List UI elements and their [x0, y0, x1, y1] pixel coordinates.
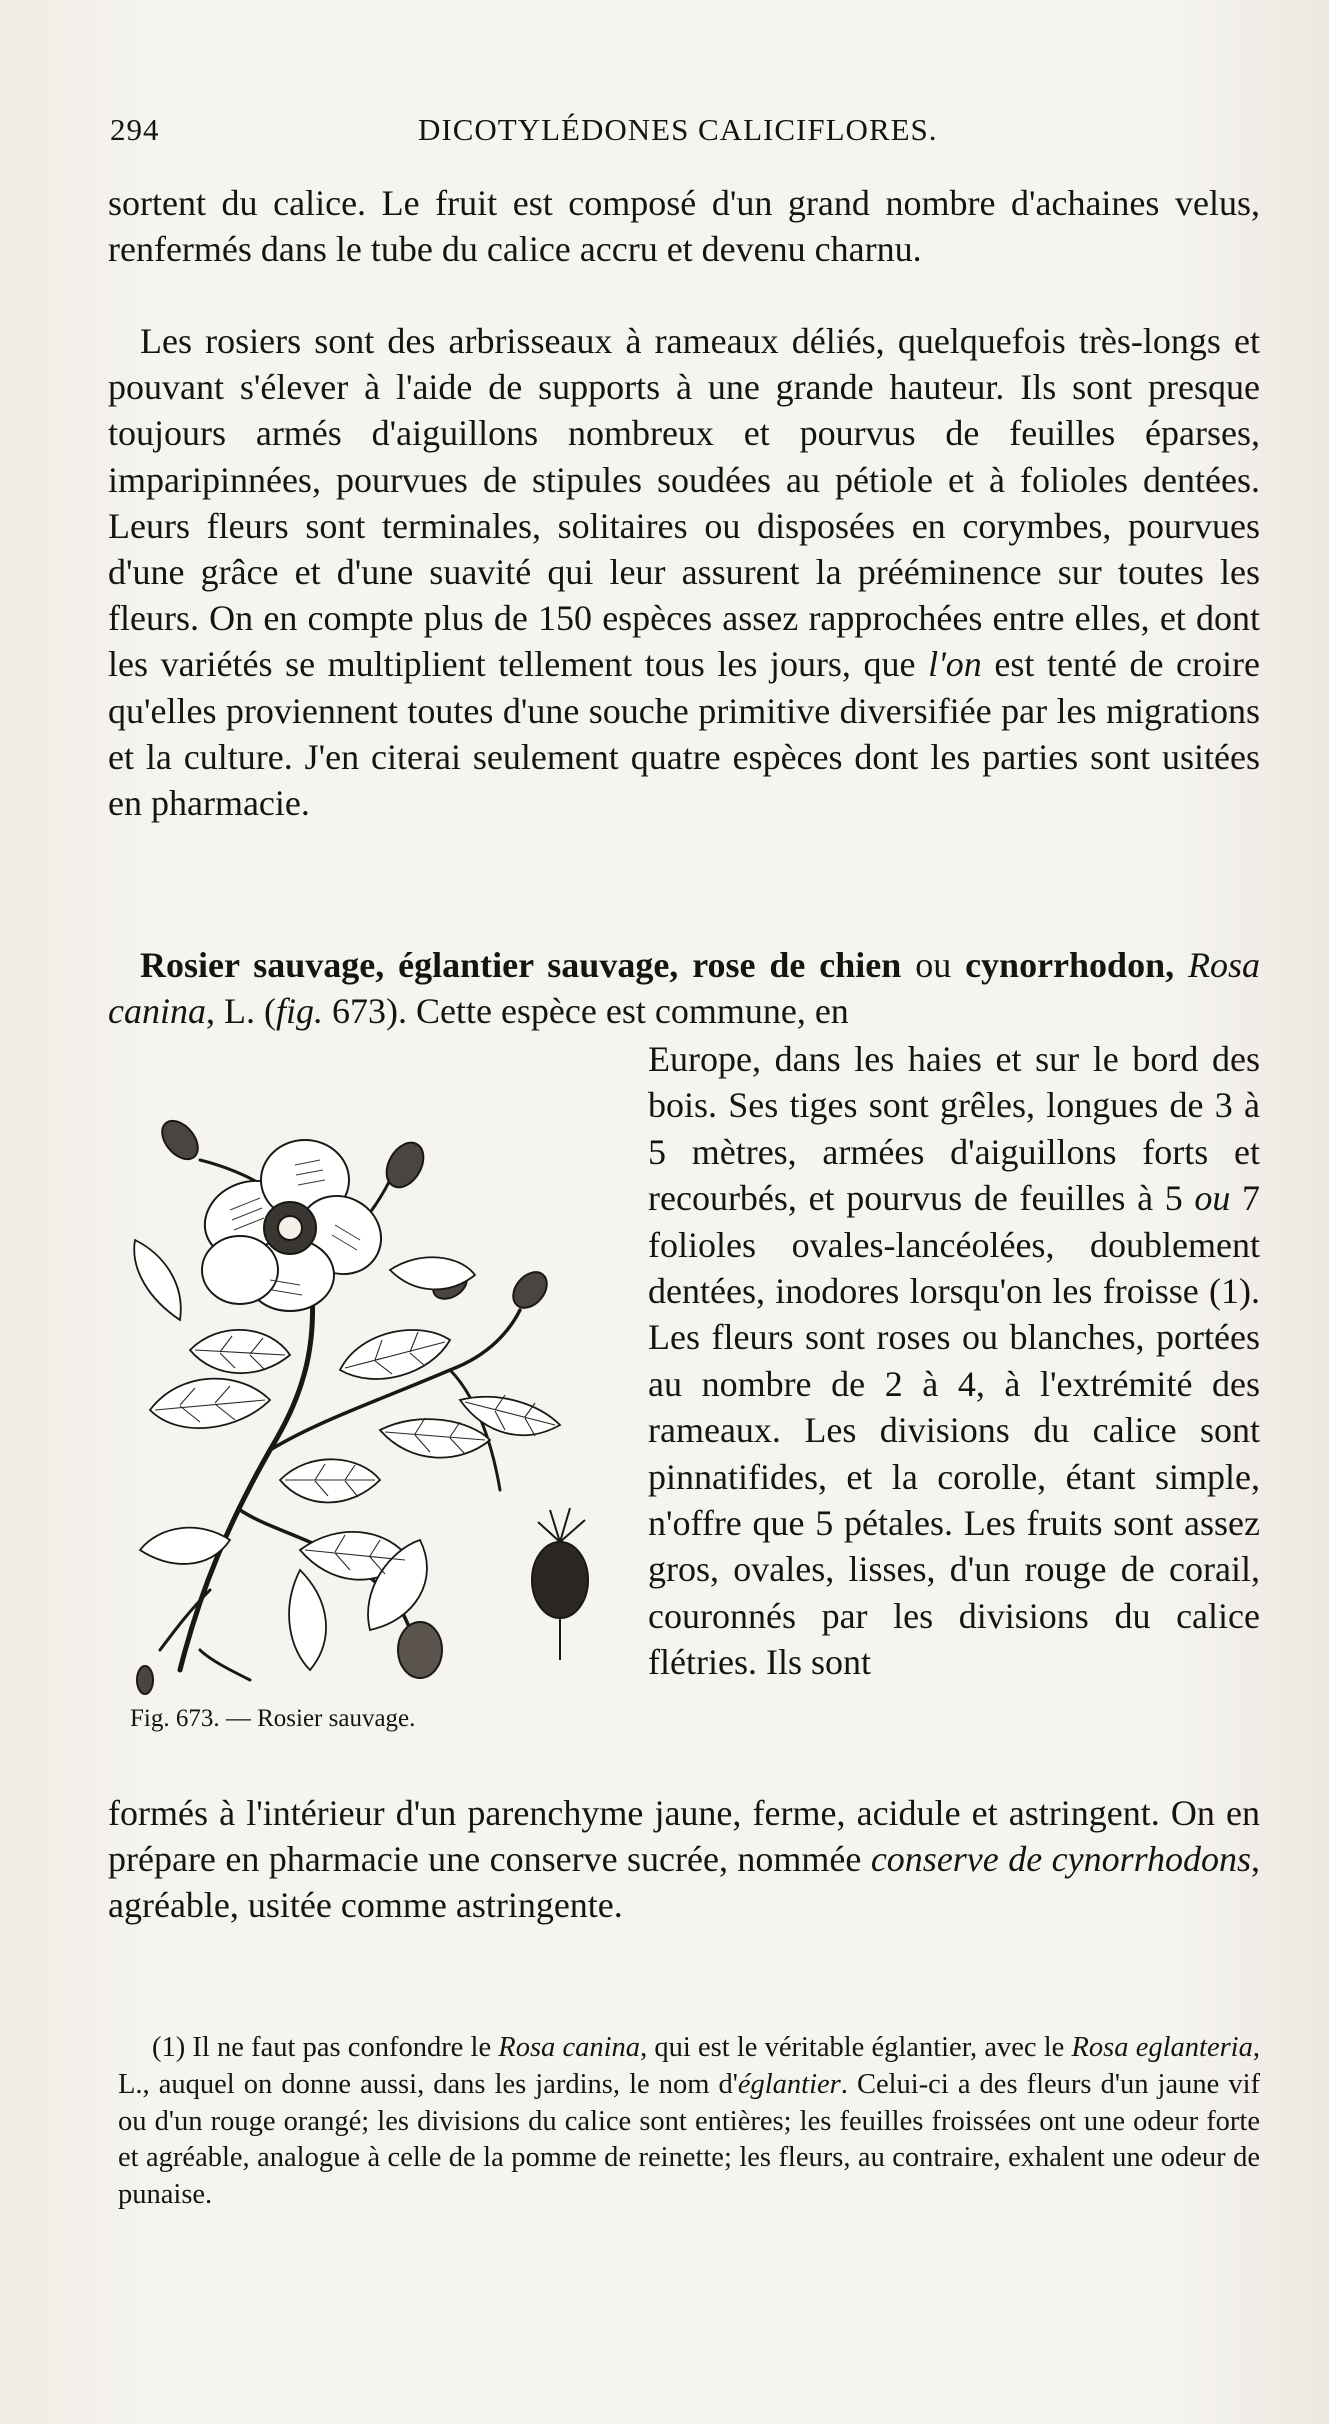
paragraph-2-part-2: est tenté de croire qu'elles proviennent toutes d'une souche primitive diversifiée par les migrations et la culture. J'en citerai seulement quatre espèces dont les parties sont usitées en pharmacie.: [108, 644, 1260, 824]
wrapped-description: [648, 1036, 1260, 1686]
page-number: 294: [110, 112, 160, 147]
rose-illustration: [120, 1070, 620, 1700]
paragraph-fruits: [108, 1790, 1260, 1929]
paragraph-continuation: [108, 180, 1260, 272]
entry-ou: ou: [901, 945, 966, 985]
running-header: [110, 112, 1270, 162]
paragraph-4-text: [108, 1790, 1260, 1929]
paragraph-4-part-2: , agréable, usitée comme astringente.: [108, 1839, 1260, 1926]
entry-heading-text: [108, 942, 1260, 1034]
wrap-text-part-1: Europe, dans les haies et sur le bord des bois. Ses tiges sont grêles, longues de 3 à 5 mètres, armées d'aiguillons forts et recourbés, et pourvus de feuilles à 5: [648, 1039, 1260, 1219]
footnote-part-3: , L., auquel on donne aussi, dans les jardins, le nom d': [118, 2032, 1260, 2100]
wrap-text-part-2: 7 folioles ovales-lancéolées, doublement dentées, inodores lorsqu'on les froisse (1). Les fleurs sont roses ou blanches, portées au nombre de 2 à 4, à l'extrémité des rameaux. Les divisions du calice sont pinnatifides, et la corolle, étant simple, n'offre que 5 pétales. Les fruits sont assez gros, ovales, lisses, d'un rouge de corail, couronnés par les divisions du calice flétries. Ils sont: [648, 1178, 1260, 1683]
paragraph-2-text: [108, 318, 1260, 826]
footnote-italic-1: Rosa canina: [498, 2032, 641, 2063]
footnote: [118, 2030, 1260, 2214]
paragraph-4-part-1: formés à l'intérieur d'un parenchyme jaune, ferme, acidule et astringent. On en prépare en pharmacie une conserve sucrée, nommée: [108, 1793, 1260, 1880]
footnote-text: [118, 2030, 1260, 2214]
entry-latin-name: Rosa canina: [108, 945, 1260, 1032]
paragraph-1-text: sortent du calice. Le fruit est composé d'un grand nombre d'achaines velus, renfermés dans le tube du calice accru et devenu charnu.: [108, 183, 1260, 270]
entry-heading: [108, 942, 1260, 1034]
rose-engraving: [120, 1070, 620, 1700]
footnote-part-4: . Celui-ci a des fleurs d'un jaune vif ou d'un rouge orangé; les divisions du calice sont entières; les feuilles froissées ont une odeur forte et agréable, analogue à celle de la pomme de reinette; les fleurs, au contraire, exhalent une odeur de punaise.: [118, 2068, 1260, 2211]
paragraph-2-part-1: Les rosiers sont des arbrisseaux à rameaux déliés, quelquefois très-longs et pouvant s'élever à l'aide de supports à une grande hauteur. Ils sont presque toujours armés d'aiguillons nombreux et pourvus de feuilles éparses, imparipinnées, pourvues de stipules soudées au pétiole et à folioles dentées. Leurs fleurs sont terminales, solitaires ou disposées en corymbes, pourvues d'une grâce et d'une suavité qui leur assurent la prééminence sur toutes les fleurs. On en compte plus de 150 espèces assez rapprochées entre elles, et dont les variétés se multiplient tellement tous les jours, que: [108, 321, 1260, 685]
figure-caption: Fig. 673. — Rosier sauvage.: [130, 1705, 416, 1732]
footnote-part-1: (1) Il ne faut pas confondre le: [152, 2032, 499, 2063]
wrap-italic-ou: ou: [1194, 1178, 1231, 1219]
paragraph-4-italic: conserve de cynorrhodons: [870, 1839, 1251, 1880]
paragraph-rosiers: [108, 318, 1260, 826]
entry-fig-num: 673). Cette espèce est commune, en: [322, 991, 849, 1032]
footnote-italic-2: Rosa eglanteria: [1071, 2032, 1253, 2063]
running-title: DICOTYLÉDONES CALICIFLORES.: [418, 112, 938, 147]
entry-fig-ref: fig.: [275, 991, 323, 1032]
footnote-part-2: , qui est le véritable églantier, avec le: [640, 2032, 1072, 2063]
paragraph-2-italic: l'on: [928, 644, 982, 685]
footnote-italic-3: églantier: [737, 2068, 841, 2100]
entry-name-2: cynorrhodon,: [965, 945, 1175, 985]
entry-author: , L. (: [205, 991, 276, 1032]
entry-name-1: Rosier sauvage, églantier sauvage, rose de chien: [140, 945, 902, 985]
